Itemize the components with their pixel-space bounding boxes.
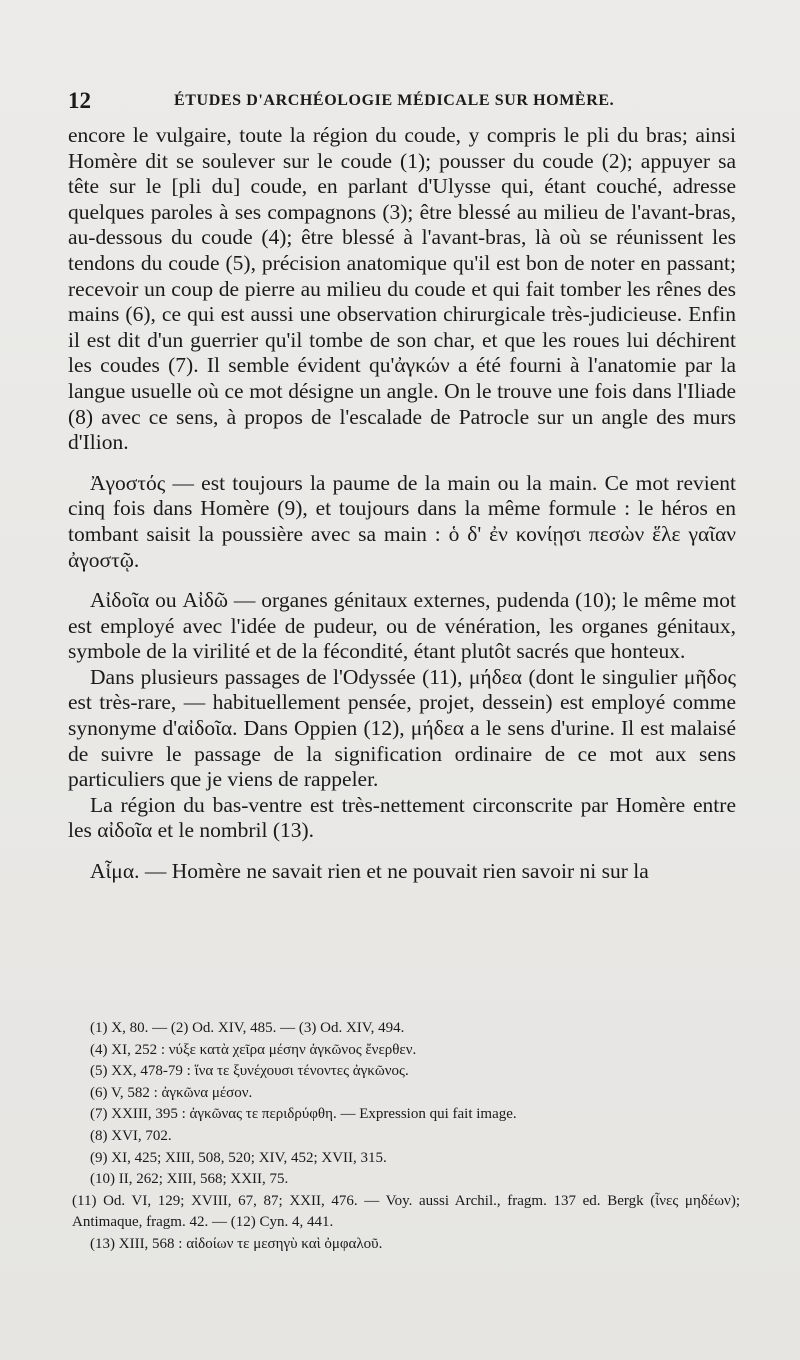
footnote: (7) XXIII, 395 : ἀγκῶνας τε περιδρύφθη. — Expression qui fait image. [90, 1106, 517, 1123]
paragraph-agostos: Ἀγοστός — est toujours la paume de la main ou la main. Ce mot revient cinq fois dans Homère (9), et toujours dans la même formule : le héros en tombant saisit la poussière avec sa main : ὁ δ' ἐν κονίῃσι πεσὼν ἕλε γαῖαν ἀγοστῷ. [68, 470, 736, 572]
footnote: (6) V, 582 : ἀγκῶνα μέσον. [90, 1084, 253, 1101]
paragraph-bas-ventre: La région du bas-ventre est très-nettement circonscrite par Homère entre les αἰδοῖα et le nombril (13). [68, 792, 736, 843]
page-header [68, 88, 738, 118]
footnote: (1) X, 80. — (2) Od. XIV, 485. — (3) Od. XIV, 494. [90, 1020, 405, 1036]
footnote: (8) XVI, 702. [90, 1127, 172, 1144]
footnote: (9) XI, 425; XIII, 508, 520; XIV, 452; XVII, 315. [90, 1149, 387, 1166]
footnote: (5) XX, 478-79 : ἵνα τε ξυνέχουσι τένοντες ἀγκῶνος. [90, 1063, 409, 1080]
paragraph-aidoia: Αἰδοῖα ou Αἰδῶ — organes génitaux externes, pudenda (10); le même mot est employé avec l'idée de pudeur, ou de vénération, les organes génitaux, symbole de la virilité et de la fécondité, étant plutôt sacrés que honteux. [68, 588, 736, 664]
footnote: (10) II, 262; XIII, 568; XXII, 75. [90, 1171, 289, 1188]
footnote: (4) XI, 252 : νύξε κατὰ χεῖρα μέσην ἀγκῶνος ἔνερθεν. [90, 1041, 417, 1058]
footnotes [72, 1018, 740, 1256]
footnote: (13) XIII, 568 : αἰδοίων τε μεσηγὺ καὶ ὀμφαλοῦ. [90, 1235, 383, 1252]
running-head: ÉTUDES D'ARCHÉOLOGIE MÉDICALE SUR HOMÈRE. [174, 92, 615, 109]
page-number: 12 [68, 88, 91, 113]
paragraph-medea: Dans plusieurs passages de l'Odyssée (11), μήδεα (dont le singulier μῆδος est très-rare, — habituellement pensée, projet, dessein) est employé comme synonyme d'αἰδοῖα. Dans Oppien (12), μήδεα a le sens d'urine. Il est malaisé de suivre le passage de la signification ordinaire de ce mot aux sens particuliers que je viens de rappeler. [68, 664, 736, 792]
footnote: (11) Od. VI, 129; XVIII, 67, 87; XXII, 476. — Voy. aussi Archil., fragm. 137 ed. Bergk (ἶνες μηδέων); Antimaque, fragm. 42. — (12) Cyn. 4, 441. [72, 1192, 740, 1231]
paragraph-ankon: encore le vulgaire, toute la région du coude, y compris le pli du bras; ainsi Homère dit se soulever sur le coude (1); pousser du coude (2); appuyer sa tête sur le [pli du] coude, en parlant d'Ulysse qui, étant couché, adresse quelques paroles à ses compagnons (3); être blessé au milieu de l'avant-bras, au-dessous du coude (4); être blessé à l'avant-bras, là où se réunissent les tendons du coude (5), précision anatomique qu'il est bon de noter en passant; recevoir un coup de pierre au milieu du coude et qui fait tomber les rênes des mains (6), ce qui est aussi une observation chirurgicale très-judicieuse. Enfin il est dit d'un guerrier qu'il tombe de son char, et que les roues lui déchirent les coudes (7). Il semble évident qu'ἀγκών a été fourni à l'anatomie par la langue usuelle où ce mot désigne un angle. On le trouve une fois dans l'Iliade (8) avec ce sens, à propos de l'escalade de Patrocle sur un angle des murs d'Ilion. [68, 123, 736, 455]
paragraph-haima: Αἷμα. — Homère ne savait rien et ne pouvait rien savoir ni sur la [90, 859, 649, 884]
body-text [68, 123, 736, 885]
